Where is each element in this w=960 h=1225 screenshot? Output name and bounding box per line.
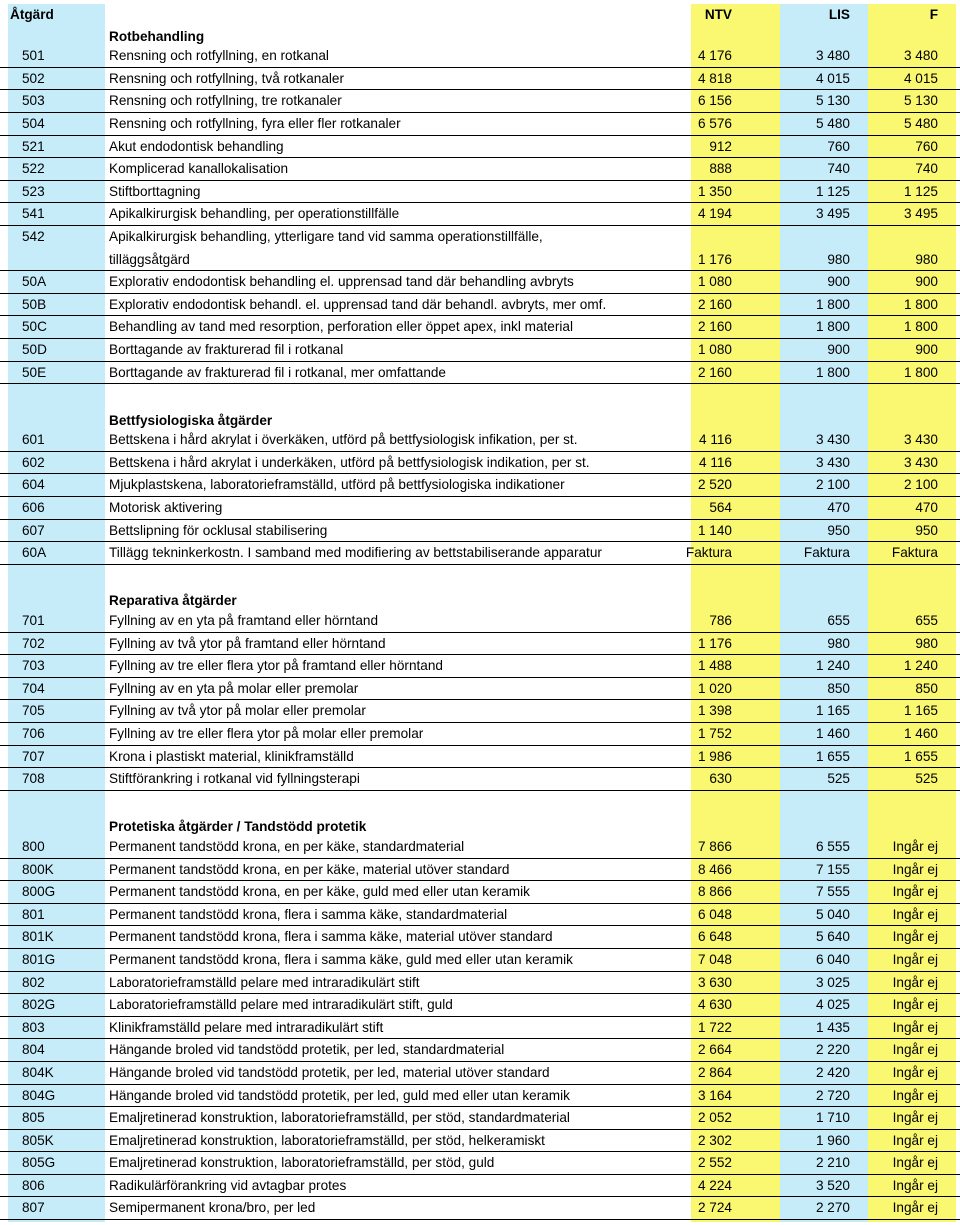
- table-row: [0, 362, 960, 385]
- f-price: Ingår ej: [892, 1110, 938, 1126]
- lis-price: 5 640: [815, 929, 850, 945]
- ntv-price: 1 752: [697, 726, 732, 741]
- procedure-description: Fyllning av en yta på framtand eller hörntand: [109, 613, 379, 629]
- table-row: [0, 881, 960, 904]
- table-row: [0, 316, 960, 339]
- table-row: [0, 339, 960, 362]
- lis-price: 760: [827, 138, 850, 154]
- procedure-description: Behandling av tand med resorption, perforation eller öppet apex, inkl material: [109, 319, 573, 335]
- procedure-description: Fyllning av två ytor på framtand eller hörntand: [109, 635, 386, 651]
- procedure-code: 708: [22, 771, 45, 787]
- f-price: 900: [915, 274, 938, 290]
- f-price: 1 125: [903, 183, 938, 199]
- procedure-description: Borttagande av frakturerad fil i rotkanal: [109, 341, 344, 357]
- lis-price: 4 025: [815, 997, 850, 1013]
- table-row: [0, 294, 960, 317]
- procedure-code: 501: [22, 48, 45, 64]
- ntv-price: 2 052: [697, 1110, 732, 1126]
- procedure-code: 707: [22, 748, 45, 764]
- procedure-code: 601: [22, 432, 45, 448]
- ntv-price: 1 398: [697, 703, 732, 719]
- procedure-description: Stiftborttagning: [109, 183, 201, 199]
- f-price: Ingår ej: [892, 1042, 938, 1058]
- lis-price: 655: [827, 613, 850, 629]
- table-row: [0, 655, 960, 678]
- procedure-code: 705: [22, 703, 45, 719]
- table-row: [0, 746, 960, 769]
- ntv-price: 786: [709, 613, 732, 629]
- section-title: Reparativa åtgärder: [109, 593, 237, 609]
- lis-price: 1 125: [815, 183, 850, 199]
- lis-price: 3 430: [815, 454, 850, 470]
- ntv-price: 6 648: [697, 929, 732, 945]
- lis-price: 2 220: [815, 1042, 850, 1058]
- procedure-code: 806: [22, 1177, 45, 1193]
- f-price: 740: [915, 161, 938, 177]
- ntv-price: 7 048: [697, 951, 732, 967]
- procedure-code: 50E: [22, 364, 47, 380]
- procedure-code: 606: [22, 500, 45, 516]
- lis-price: 980: [827, 251, 850, 267]
- f-price: Ingår ej: [892, 838, 938, 854]
- procedure-code: 802G: [22, 997, 56, 1013]
- lis-price: 6 040: [815, 951, 850, 967]
- lis-price: 950: [827, 522, 850, 538]
- section-title: Bettfysiologiska åtgärder: [109, 412, 273, 428]
- procedure-description-cont: tilläggsåtgärd: [109, 251, 190, 267]
- procedure-code: 807: [22, 1200, 45, 1216]
- section-title-row: [0, 813, 960, 836]
- table-row: [0, 452, 960, 475]
- procedure-description: Fyllning av två ytor på molar eller premolar: [109, 703, 366, 719]
- lis-price: 2 210: [815, 1155, 850, 1171]
- lis-price: 525: [827, 771, 850, 787]
- ntv-price: 1 140: [697, 522, 732, 538]
- procedure-description: Rensning och rotfyllning, två rotkanaler: [109, 70, 344, 86]
- procedure-description: Fyllning av en yta på molar eller premolar: [109, 680, 359, 696]
- f-price: 5 480: [903, 115, 938, 131]
- lis-price: 1 800: [815, 296, 850, 312]
- procedure-description: Bettslipning för ocklusal stabilisering: [109, 522, 328, 538]
- procedure-code: 50D: [22, 341, 47, 357]
- lis-price: 3 480: [815, 48, 850, 64]
- f-price: 3 495: [903, 206, 938, 222]
- table-row: [0, 1152, 960, 1175]
- procedure-code: 706: [22, 726, 45, 741]
- lis-price: 5 480: [815, 115, 850, 131]
- f-price: Ingår ej: [892, 1177, 938, 1193]
- procedure-description: Komplicerad kanallokalisation: [109, 161, 289, 177]
- procedure-description: Rensning och rotfyllning, tre rotkanaler: [109, 93, 342, 109]
- ntv-price: 1 020: [697, 680, 732, 696]
- f-price: 980: [915, 635, 938, 651]
- header-lis: LIS: [828, 7, 850, 22]
- procedure-description: Stiftförankring i rotkanal vid fyllningsterapi: [109, 771, 360, 787]
- table-row: [0, 271, 960, 294]
- ntv-price: 7 866: [697, 838, 732, 854]
- lis-price: 6 555: [815, 838, 850, 854]
- procedure-code: 602: [22, 454, 45, 470]
- ntv-price: Faktura: [685, 545, 732, 561]
- f-price: 850: [915, 680, 938, 696]
- procedure-code: 801: [22, 906, 45, 922]
- procedure-code: 800: [22, 838, 45, 854]
- procedure-code: 50B: [22, 296, 47, 312]
- procedure-code: 803: [22, 1019, 45, 1035]
- lis-price: 900: [827, 274, 850, 290]
- procedure-code: 801G: [22, 951, 56, 967]
- lis-price: 1 460: [815, 726, 850, 741]
- lis-price: 7 555: [815, 884, 850, 900]
- ntv-price: 1 986: [697, 748, 732, 764]
- lis-price: 2 420: [815, 1064, 850, 1080]
- f-price: 900: [915, 341, 938, 357]
- table-row: [0, 633, 960, 656]
- procedure-description: Permanent tandstödd krona, en per käke, guld med eller utan keramik: [109, 884, 530, 900]
- procedure-code: 804G: [22, 1087, 56, 1103]
- procedure-description: Krona i plastiskt material, klinikframställd: [109, 748, 354, 764]
- table-row: [0, 542, 960, 565]
- procedure-description: Klinikframställd pelare med intraradikulärt stift: [109, 1019, 384, 1035]
- procedure-description: Akut endodontisk behandling: [109, 138, 284, 154]
- header-ntv: NTV: [704, 7, 732, 22]
- table-row: [0, 723, 960, 746]
- procedure-code: 541: [22, 206, 45, 222]
- procedure-code: 801K: [22, 929, 54, 945]
- lis-price: 1 800: [815, 319, 850, 335]
- section-title-row: [0, 587, 960, 610]
- procedure-description: Emaljretinerad konstruktion, laboratorieframställd, per stöd, guld: [109, 1155, 495, 1171]
- f-price: Ingår ej: [892, 974, 938, 990]
- f-price: Ingår ej: [892, 1200, 938, 1216]
- section-title: Protetiska åtgärder / Tandstödd protetik: [109, 819, 367, 835]
- f-price: Ingår ej: [892, 929, 938, 945]
- ntv-price: 2 302: [697, 1132, 732, 1148]
- section-spacer: [0, 384, 960, 407]
- lis-price: 1 165: [815, 703, 850, 719]
- procedure-description: Fyllning av tre eller flera ytor på molar eller premolar: [109, 726, 424, 741]
- procedure-description: Rensning och rotfyllning, fyra eller fler rotkanaler: [109, 115, 401, 131]
- ntv-price: 1 176: [697, 251, 732, 267]
- f-price: 4 015: [903, 70, 938, 86]
- procedure-code: 523: [22, 183, 45, 199]
- lis-price: 3 495: [815, 206, 850, 222]
- table-row: [0, 68, 960, 91]
- table-row: [0, 1039, 960, 1062]
- f-price: Ingår ej: [892, 997, 938, 1013]
- f-price: 3 430: [903, 454, 938, 470]
- section-title-row: [0, 23, 960, 46]
- lis-price: 4 015: [815, 70, 850, 86]
- f-price: 3 430: [903, 432, 938, 448]
- table-row: [0, 158, 960, 181]
- lis-price: 1 800: [815, 364, 850, 380]
- f-price: 1 800: [903, 296, 938, 312]
- f-price: Ingår ej: [892, 1155, 938, 1171]
- lis-price: Faktura: [803, 545, 850, 561]
- section-title: Rotbehandling: [109, 28, 205, 44]
- ntv-price: 6 576: [697, 115, 732, 131]
- table-row: [0, 610, 960, 633]
- procedure-code: 504: [22, 115, 45, 131]
- procedure-description: Bettskena i hård akrylat i underkäken, utförd på bettfysiologisk indikation, per st.: [109, 454, 590, 470]
- section-spacer: [0, 791, 960, 814]
- f-price: 1 165: [903, 703, 938, 719]
- section-spacer: [0, 565, 960, 588]
- f-price: 1 240: [903, 658, 938, 674]
- table-row: [0, 226, 960, 271]
- procedure-description: Explorativ endodontisk behandl. el. upprensad tand där behandl. avbryts, mer omf.: [109, 296, 607, 312]
- ntv-price: 3 630: [697, 974, 732, 990]
- f-price: 1 800: [903, 319, 938, 335]
- ntv-price: 1 350: [697, 183, 732, 199]
- f-price: Ingår ej: [892, 1064, 938, 1080]
- ntv-price: 3 164: [697, 1087, 732, 1103]
- lis-price: 1 960: [815, 1132, 850, 1148]
- lis-price: 7 155: [815, 861, 850, 877]
- ntv-price: 564: [709, 500, 732, 516]
- procedure-description: Motorisk aktivering: [109, 500, 223, 516]
- table-row: [0, 768, 960, 791]
- lis-price: 3 025: [815, 974, 850, 990]
- table-row: [0, 1197, 960, 1220]
- f-price: 760: [915, 138, 938, 154]
- f-price: 950: [915, 522, 938, 538]
- procedure-code: 804K: [22, 1064, 54, 1080]
- table-row: [0, 926, 960, 949]
- lis-price: 5 040: [815, 906, 850, 922]
- procedure-description: Emaljretinerad konstruktion, laboratorieframställd, per stöd, standardmaterial: [109, 1110, 570, 1126]
- procedure-code: 805K: [22, 1132, 54, 1148]
- table-row: [0, 1107, 960, 1130]
- f-price: 980: [915, 251, 938, 267]
- f-price: Ingår ej: [892, 1019, 938, 1035]
- ntv-price: 4 818: [697, 70, 732, 86]
- procedure-code: 607: [22, 522, 45, 538]
- ntv-price: 4 224: [697, 1177, 732, 1193]
- table-row: [0, 678, 960, 701]
- procedure-description: Radikulärförankring vid avtagbar protes: [109, 1177, 347, 1193]
- table-row: [0, 904, 960, 927]
- ntv-price: 2 664: [697, 1042, 732, 1058]
- table-row: [0, 859, 960, 882]
- table-row: [0, 203, 960, 226]
- lis-price: 2 720: [815, 1087, 850, 1103]
- ntv-price: 2 160: [697, 296, 732, 312]
- f-price: Ingår ej: [892, 861, 938, 877]
- ntv-price: 4 116: [698, 432, 732, 448]
- lis-price: 740: [827, 161, 850, 177]
- f-price: 1 800: [903, 364, 938, 380]
- procedure-description: Fyllning av tre eller flera ytor på framtand eller hörntand: [109, 658, 443, 674]
- procedure-code: 50C: [22, 319, 47, 335]
- procedure-code: 703: [22, 658, 45, 674]
- ntv-price: 1 080: [697, 274, 732, 290]
- procedure-description: Laboratorieframställd pelare med intraradikulärt stift, guld: [109, 997, 453, 1013]
- f-price: Faktura: [891, 545, 938, 561]
- ntv-price: 1 722: [697, 1019, 732, 1035]
- procedure-description: Tillägg tekninkerkostn. I samband med modifiering av bettstabiliserande apparatur: [109, 545, 602, 561]
- table-row: [0, 90, 960, 113]
- ntv-price: 1 488: [697, 658, 732, 674]
- procedure-code: 502: [22, 70, 45, 86]
- procedure-description: Permanent tandstödd krona, en per käke, standardmaterial: [109, 838, 465, 854]
- table-row: [0, 972, 960, 995]
- ntv-price: 2 160: [697, 364, 732, 380]
- table-row: [0, 994, 960, 1017]
- f-price: Ingår ej: [892, 906, 938, 922]
- ntv-price: 4 630: [697, 997, 732, 1013]
- lis-price: 1 435: [815, 1019, 850, 1035]
- ntv-price: 912: [709, 138, 732, 154]
- ntv-price: 888: [709, 161, 732, 177]
- procedure-description: Permanent tandstödd krona, flera i samma käke, guld med eller utan keramik: [109, 951, 573, 967]
- procedure-description: Apikalkirurgisk behandling, per operationstillfälle: [109, 206, 400, 222]
- f-price: 1 655: [903, 748, 938, 764]
- procedure-code: 804: [22, 1042, 45, 1058]
- lis-price: 470: [827, 500, 850, 516]
- lis-price: 850: [827, 680, 850, 696]
- procedure-code: 702: [22, 635, 45, 651]
- table-row: [0, 1175, 960, 1198]
- lis-price: 2 100: [815, 477, 850, 493]
- f-price: 525: [915, 771, 938, 787]
- f-price: 2 100: [903, 477, 938, 493]
- procedure-description: Hängande broled vid tandstödd protetik, per led, guld med eller utan keramik: [109, 1087, 570, 1103]
- procedure-description: Apikalkirurgisk behandling, ytterligare tand vid samma operationstillfälle,: [109, 228, 543, 244]
- f-price: 5 130: [903, 93, 938, 109]
- procedure-code: 800K: [22, 861, 54, 877]
- procedure-code: 800G: [22, 884, 56, 900]
- table-row: [0, 429, 960, 452]
- procedure-description: Rensning och rotfyllning, en rotkanal: [109, 48, 329, 64]
- table-row: [0, 45, 960, 68]
- ntv-price: 6 156: [697, 93, 732, 109]
- f-price: 470: [915, 500, 938, 516]
- ntv-price: 4 116: [698, 454, 732, 470]
- procedure-description: Permanent tandstödd krona, flera i samma käke, material utöver standard: [109, 929, 553, 945]
- lis-price: 1 710: [815, 1110, 850, 1126]
- f-price: Ingår ej: [892, 884, 938, 900]
- lis-price: 3 520: [815, 1177, 850, 1193]
- lis-price: 1 240: [815, 658, 850, 674]
- procedure-code: 704: [22, 680, 45, 696]
- ntv-price: 630: [709, 771, 732, 787]
- table-row: [0, 1085, 960, 1108]
- table-row: [0, 136, 960, 159]
- table-row: [0, 520, 960, 543]
- procedure-code: 802: [22, 974, 45, 990]
- table-row: [0, 474, 960, 497]
- ntv-price: 1 080: [697, 341, 732, 357]
- f-price: 3 480: [903, 48, 938, 64]
- lis-price: 3 430: [815, 432, 850, 448]
- ntv-price: 8 466: [697, 861, 732, 877]
- procedure-description: Emaljretinerad konstruktion, laboratorieframställd, per stöd, helkeramiskt: [109, 1132, 545, 1148]
- table-body: [0, 4, 960, 1220]
- lis-price: 5 130: [815, 93, 850, 109]
- f-price: Ingår ej: [892, 1132, 938, 1148]
- f-price: 1 460: [903, 726, 938, 741]
- ntv-price: 1 176: [697, 635, 732, 651]
- procedure-code: 604: [22, 477, 45, 493]
- procedure-code: 503: [22, 93, 45, 109]
- table-row: [0, 949, 960, 972]
- procedure-code: 805G: [22, 1155, 56, 1171]
- header-f: F: [929, 7, 938, 22]
- procedure-description: Hängande broled vid tandstödd protetik, per led, material utöver standard: [109, 1064, 550, 1080]
- lis-price: 1 655: [815, 748, 850, 764]
- table-row: [0, 1130, 960, 1153]
- lis-price: 980: [827, 635, 850, 651]
- table-row: [0, 700, 960, 723]
- lis-price: 2 270: [815, 1200, 850, 1216]
- section-title-row: [0, 407, 960, 430]
- ntv-price: 2 864: [697, 1064, 732, 1080]
- header-code: Åtgärd: [10, 7, 54, 22]
- f-price: 655: [915, 613, 938, 629]
- procedure-description: Mjukplastskena, laboratorieframställd, utförd på bettfysiologiska indikationer: [109, 477, 565, 493]
- procedure-description: Permanent tandstödd krona, flera i samma käke, standardmaterial: [109, 906, 508, 922]
- procedure-description: Explorativ endodontisk behandling el. upprensad tand där behandling avbryts: [109, 274, 574, 290]
- ntv-price: 2 724: [697, 1200, 732, 1216]
- table-row: [0, 836, 960, 859]
- procedure-code: 805: [22, 1110, 45, 1126]
- procedure-code: 522: [22, 161, 45, 177]
- procedure-code: 521: [22, 138, 45, 154]
- ntv-price: 6 048: [697, 906, 732, 922]
- table-row: [0, 497, 960, 520]
- lis-price: 900: [827, 341, 850, 357]
- table-row: [0, 113, 960, 136]
- f-price: Ingår ej: [892, 1087, 938, 1103]
- table-row: [0, 1062, 960, 1085]
- procedure-description: Hängande broled vid tandstödd protetik, per led, standardmaterial: [109, 1042, 505, 1058]
- procedure-description: Bettskena i hård akrylat i överkäken, utförd på bettfysiologisk infikation, per st.: [109, 432, 578, 448]
- procedure-description: Permanent tandstödd krona, en per käke, material utöver standard: [109, 861, 510, 877]
- table-row: [0, 1017, 960, 1040]
- ntv-price: 4 176: [697, 48, 732, 64]
- ntv-price: 2 160: [697, 319, 732, 335]
- ntv-price: 4 194: [697, 206, 732, 222]
- ntv-price: 8 866: [697, 884, 732, 900]
- ntv-price: 2 520: [697, 477, 732, 493]
- procedure-code: 542: [22, 228, 45, 244]
- procedure-description: Borttagande av frakturerad fil i rotkanal, mer omfattande: [109, 364, 446, 380]
- table-row: [0, 181, 960, 204]
- procedure-code: 60A: [22, 545, 47, 561]
- f-price: Ingår ej: [892, 951, 938, 967]
- procedure-code: 50A: [22, 274, 47, 290]
- procedure-code: 701: [22, 613, 45, 629]
- ntv-price: 2 552: [697, 1155, 732, 1171]
- procedure-description: Laboratorieframställd pelare med intraradikulärt stift: [109, 974, 420, 990]
- procedure-description: Semipermanent krona/bro, per led: [109, 1200, 316, 1216]
